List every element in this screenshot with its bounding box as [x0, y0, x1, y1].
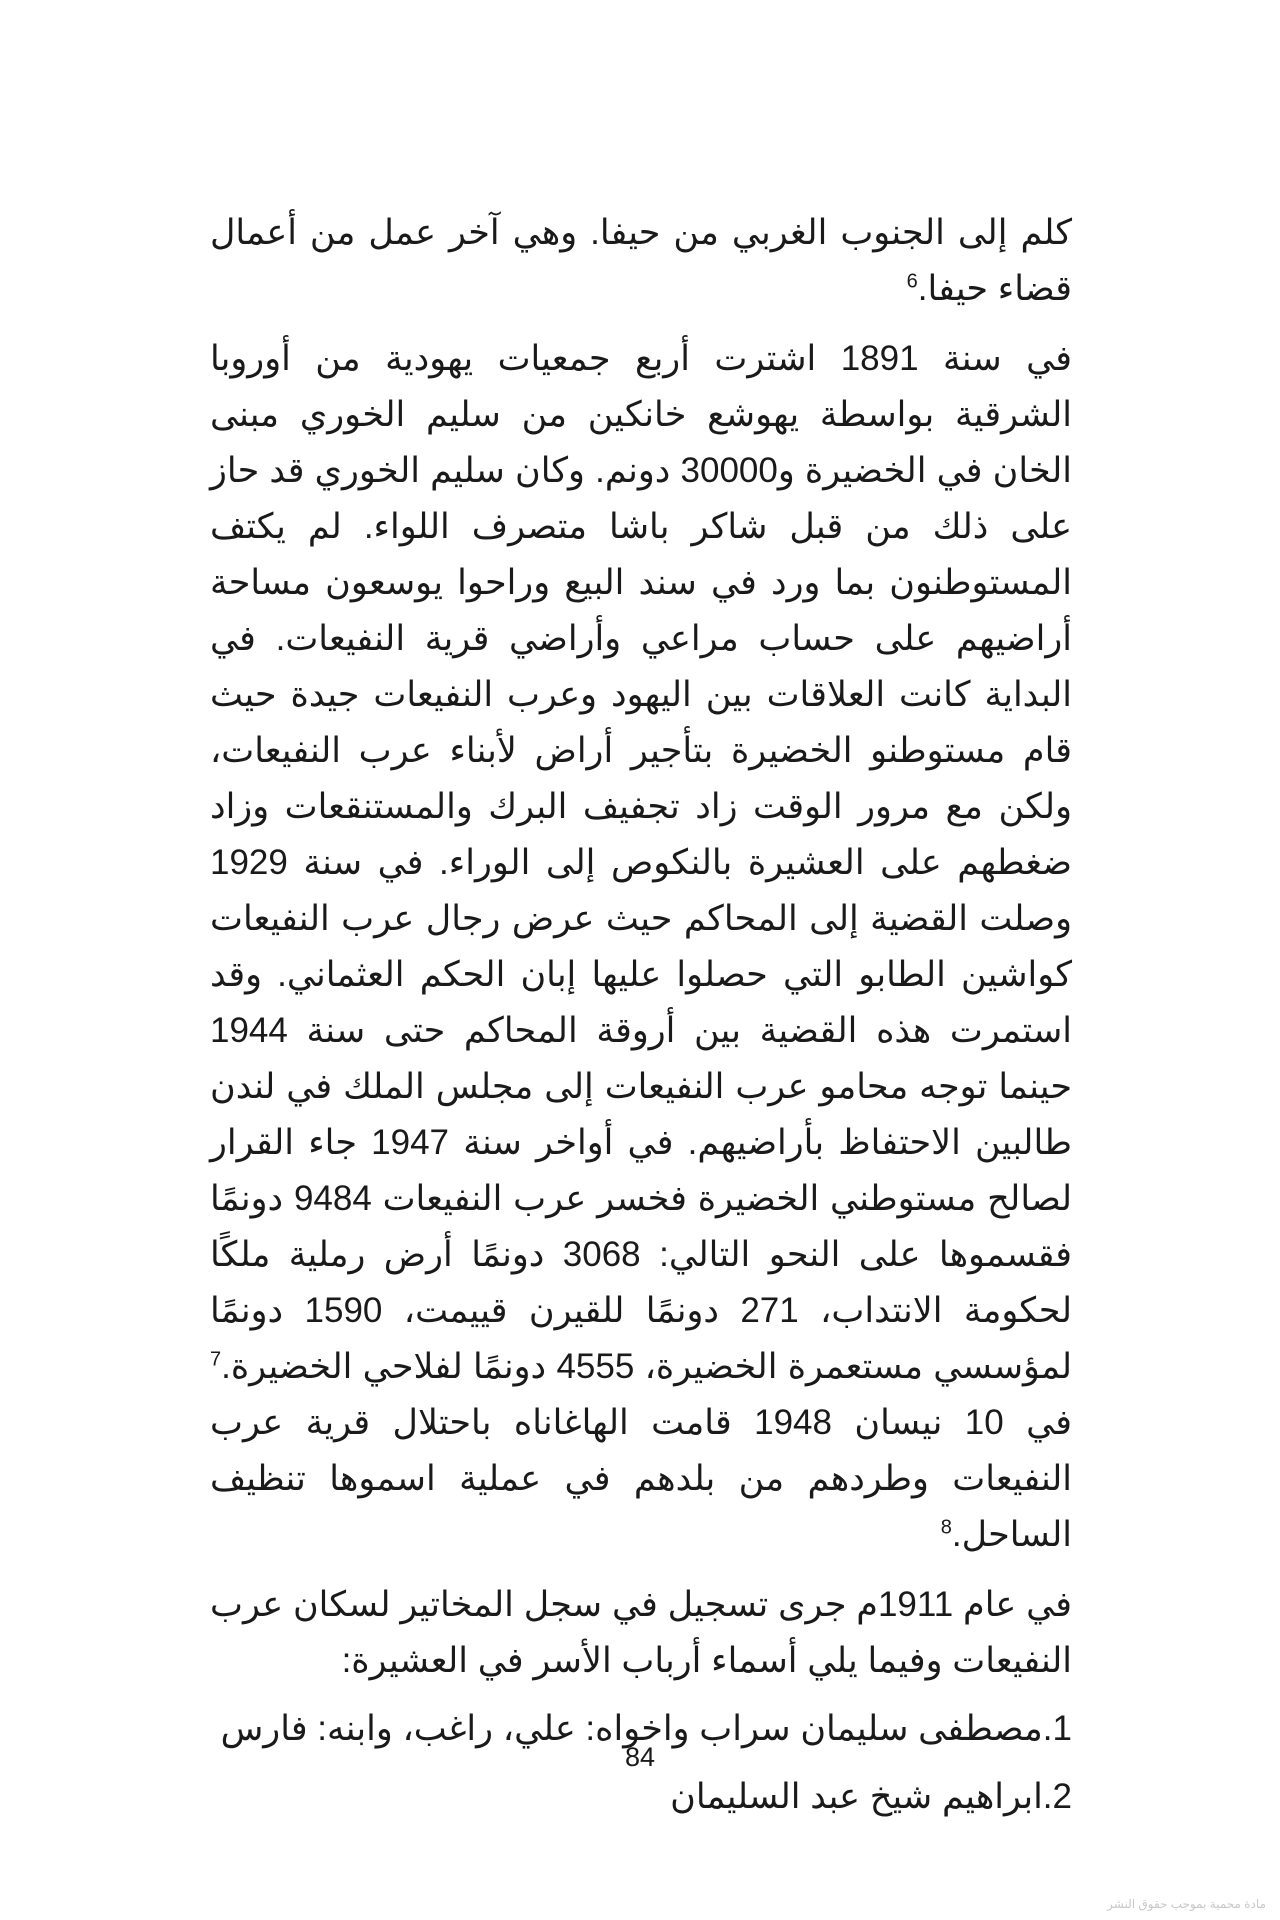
paragraph-2-text: في سنة 1891 اشترت أربع جمعيات يهودية من أوروبا الشرقية بواسطة يهوشع خانكين من سليم الخوري مبنى الخان في الخضيرة و30000 دونم. وكان سليم الخوري قد حاز على ذلك من قبل شاكر باشا متصرف اللواء. لم يكتف المستوطنون بما ورد في سند البيع وراحوا يوسعون مساحة أراضيهم على حساب مراعي وأراضي قرية النفيعات. في البداية كانت العلاقات بين اليهود وعرب النفيعات جيدة حيث قام مستوطنو الخضيرة بتأجير أراض لأبناء عرب النفيعات، ولكن مع مرور الوقت زاد تجفيف البرك والمستنقعات وزاد ضغطهم على العشيرة بالنكوص إلى الوراء. في سنة 1929 وصلت القضية إلى المحاكم حيث عرض رجال عرب النفيعات كواشين الطابو التي حصلوا عليها إبان الحكم العثماني. وقد استمرت هذه القضية بين أروقة المحاكم حتى سنة 1944 حينما توجه محامو عرب النفيعات إلى مجلس الملك في لندن طالبين الاحتفاظ بأراضيهم. في أواخر سنة 1947 جاء القرار لصالح مستوطني الخضيرة فخسر عرب النفيعات 9484 دونمًا فقسموها على النحو التالي: 3068 دونمًا أرض رملية ملكًا لحكومة الانتداب، 271 دونمًا للقيرن قييمت، 1590 دونمًا لمؤسسي مستعمرة الخضيرة، 4555 دونمًا لفلاحي الخضيرة. — [210, 339, 1073, 1386]
footnote-ref-7[interactable]: 7 — [210, 1348, 222, 1371]
footnote-ref-8[interactable]: 8 — [940, 1516, 952, 1539]
paragraph-3-text: في عام 1911م جرى تسجيل في سجل المخاتير لسكان عرب النفيعات وفيما يلي أسماء أرباب الأسر في العشيرة: — [210, 1585, 1072, 1680]
list-item: 2.ابراهيم شيخ عبد السليمان — [670, 1777, 1072, 1816]
page-number: 84 — [624, 1742, 656, 1772]
copyright-watermark: مادة محمية بموجب حقوق النشر — [1107, 1897, 1266, 1911]
paragraph-3 — [210, 1577, 1072, 1689]
paragraph-1-text: كلم إلى الجنوب الغربي من حيفا. وهي آخر عمل من أعمال قضاء حيفا. — [210, 213, 1072, 308]
list-item: 1.مصطفى سليمان سراب واخواه: علي، راغب، وابنه: فارس — [220, 1709, 1072, 1748]
paragraph-2-text-continued: في 10 نيسان 1948 قامت الهاغاناه باحتلال قرية عرب النفيعات وطردهم من بلدهم في عملية اسموها تنظيف الساحل. — [210, 1403, 1072, 1554]
paragraph-1 — [210, 205, 1072, 317]
footnote-ref-6[interactable]: 6 — [906, 270, 918, 293]
paragraph-2 — [210, 331, 1072, 1563]
document-body — [210, 205, 1072, 1837]
